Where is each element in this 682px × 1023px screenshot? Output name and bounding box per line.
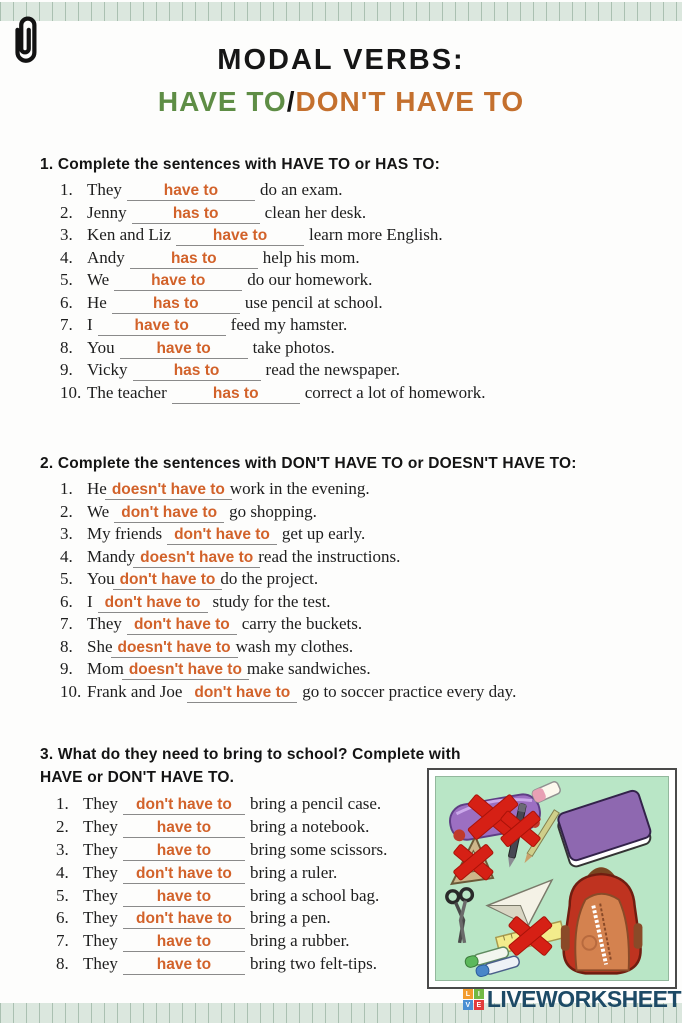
sentence-row (60, 479, 577, 502)
exercise-section-2 (40, 452, 577, 704)
sentence-end: make sandwiches. (246, 659, 371, 678)
sentence-end: do the project. (220, 569, 319, 588)
sentence-row (56, 886, 470, 909)
answer-blank[interactable]: have to (123, 820, 245, 838)
section-heading: 3. What do they need to bring to school? Complete with HAVE or DON'T HAVE TO. (40, 746, 461, 786)
sentence-start: He (87, 479, 107, 498)
sentence-start: They (83, 885, 118, 905)
sentence-start: Mom (87, 659, 124, 678)
logo-square-i: I (474, 989, 484, 999)
sentence-end: do our homework. (247, 270, 373, 289)
answer-blank[interactable]: have to (120, 341, 248, 359)
liveworksheets-brand-text: LIVEWORKSHEET (486, 986, 681, 1012)
sentence-row (60, 569, 577, 592)
sentence-row (60, 524, 577, 547)
sentence-start: The teacher (87, 382, 167, 402)
sentence-end: help his mom. (262, 247, 360, 267)
section-heading: 1. Complete the sentences with HAVE TO or HAS TO: (40, 156, 440, 173)
sentence-start: Ken and Liz (87, 225, 172, 244)
item-number: 5. (60, 270, 73, 289)
logo-square-e: E (474, 1000, 484, 1010)
subtitle-dont-have-to: DON'T HAVE TO (295, 86, 525, 117)
answer-blank[interactable]: have to (123, 957, 245, 975)
item-number: 7. (60, 614, 73, 633)
item-number: 7. (60, 315, 73, 334)
scissors-illustration (447, 889, 473, 943)
item-number: 2. (60, 501, 73, 521)
item-number: 6. (60, 292, 73, 312)
sentence-start: Vicky (87, 360, 128, 379)
sentence-row (60, 203, 486, 226)
answer-blank[interactable]: don't have to (167, 527, 277, 545)
sentence-start: Jenny (87, 202, 127, 222)
sentence-start: They (87, 614, 122, 633)
sentence-row (60, 315, 486, 338)
sentence-row (56, 817, 470, 840)
answer-blank[interactable]: has to (132, 206, 260, 224)
sentence-end: carry the buckets. (241, 614, 363, 633)
sentence-start: My friends (87, 524, 163, 543)
liveworksheets-watermark (463, 988, 681, 1011)
answer-blank[interactable]: don't have to (187, 685, 297, 703)
answer-blank[interactable]: doesn't have to (122, 662, 249, 680)
item-number: 10. (60, 382, 82, 402)
sentence-start: They (83, 931, 118, 951)
sentence-end: bring a ruler. (249, 862, 338, 882)
item-number: 5. (56, 885, 69, 905)
answer-blank[interactable]: don't have to (113, 572, 223, 590)
answer-blank[interactable]: don't have to (98, 595, 208, 613)
item-number: 8. (56, 954, 69, 974)
logo-square-l: L (463, 989, 473, 999)
sentence-start: I (87, 591, 93, 611)
answer-blank[interactable]: has to (172, 386, 300, 404)
sentence-start: I (87, 315, 93, 334)
item-number: 1. (56, 794, 69, 813)
item-number: 1. (60, 479, 73, 498)
sentence-start: She (87, 636, 113, 656)
sentence-end: clean her desk. (264, 202, 367, 222)
decor-tape-top (0, 2, 682, 21)
subtitle-have-to: HAVE TO (157, 86, 287, 117)
school-supplies-image (427, 768, 677, 989)
sentence-row (56, 840, 470, 863)
answer-blank[interactable]: don't have to (127, 617, 237, 635)
sentence-start: They (83, 908, 118, 928)
page-title: MODAL VERBS: (217, 44, 465, 76)
sentence-end: feed my hamster. (230, 315, 348, 334)
backpack-illustration (561, 870, 643, 973)
school-supplies-scene (435, 776, 669, 981)
sentence-end: correct a lot of homework. (304, 382, 486, 402)
answer-blank[interactable]: doesn't have to (133, 550, 260, 568)
sentence-start: We (87, 501, 110, 521)
item-number: 3. (56, 839, 69, 859)
answer-blank[interactable]: has to (133, 363, 261, 381)
sentence-end: work in the evening. (229, 479, 370, 498)
sentence-start: They (83, 839, 118, 859)
section-heading: 2. Complete the sentences with DON'T HAVE TO or DOESN'T HAVE TO: (40, 455, 577, 472)
answer-blank[interactable]: don't have to (114, 505, 224, 523)
answer-blank[interactable]: has to (130, 251, 258, 269)
answer-blank[interactable]: have to (176, 228, 304, 246)
answer-blank[interactable]: doesn't have to (105, 482, 232, 500)
sentence-row (60, 502, 577, 525)
exercise-section-1 (40, 153, 486, 405)
sentence-row (60, 383, 486, 406)
sentence-row (60, 180, 486, 203)
sentence-end: bring two felt-tips. (249, 954, 377, 974)
sentence-start: They (83, 794, 118, 813)
sentence-row (56, 954, 470, 977)
sentence-end: use pencil at school. (244, 292, 383, 312)
answer-blank[interactable]: have to (123, 843, 245, 861)
sentence-row (56, 908, 470, 931)
notebook-illustration (555, 789, 654, 868)
page-subtitle (0, 86, 682, 118)
sentence-end: read the instructions. (258, 546, 401, 566)
logo-square-v: V (463, 1000, 473, 1010)
sentence-row (56, 863, 470, 886)
item-number: 4. (60, 247, 73, 267)
sentence-start: Mandy (87, 546, 136, 566)
sentence-row (60, 225, 486, 248)
answer-blank[interactable]: don't have to (123, 866, 245, 884)
sentence-row (60, 338, 486, 361)
item-number: 9. (60, 360, 73, 379)
answer-blank[interactable]: have to (123, 889, 245, 907)
item-number: 8. (60, 636, 73, 656)
liveworksheets-logo-icon (463, 989, 484, 1010)
sentence-start: They (83, 862, 118, 882)
sentence-end: go shopping. (229, 501, 317, 521)
sentence-end: read the newspaper. (265, 360, 401, 379)
sentence-start: They (87, 180, 122, 199)
sentence-start: They (83, 816, 118, 836)
sentence-start: Andy (87, 247, 125, 267)
sentence-end: bring a pencil case. (249, 794, 382, 813)
answer-blank[interactable]: has to (112, 296, 240, 314)
sentence-row (60, 637, 577, 660)
item-number: 6. (60, 591, 73, 611)
sentence-end: bring a notebook. (249, 816, 370, 836)
sentence-row (60, 248, 486, 271)
sentence-end: learn more English. (309, 225, 443, 244)
item-number: 9. (60, 659, 73, 678)
sentence-start: He (87, 292, 107, 312)
sentence-row (60, 547, 577, 570)
item-number: 4. (56, 862, 69, 882)
sentence-row (56, 931, 470, 954)
answer-blank[interactable]: have to (114, 273, 242, 291)
sentence-row (60, 592, 577, 615)
sentence-end: get up early. (281, 524, 366, 543)
sentence-row (60, 360, 486, 383)
sentence-end: bring a pen. (249, 908, 331, 928)
answer-blank[interactable]: have to (127, 183, 255, 201)
item-number: 6. (56, 908, 69, 928)
sentence-end: do an exam. (259, 180, 343, 199)
item-number: 2. (56, 816, 69, 836)
sentence-row (60, 614, 577, 637)
item-number: 4. (60, 546, 73, 566)
item-number: 3. (60, 225, 73, 244)
sentence-start: We (87, 270, 110, 289)
item-number: 2. (60, 202, 73, 222)
sentence-list (40, 180, 486, 405)
sentence-end: bring a rubber. (249, 931, 350, 951)
sentence-list (40, 794, 470, 977)
item-number: 5. (60, 569, 73, 588)
sentence-start: They (83, 954, 118, 974)
sentence-end: take photos. (252, 337, 335, 357)
sentence-row (60, 659, 577, 682)
sentence-row (60, 270, 486, 293)
sentence-row (60, 293, 486, 316)
sentence-end: bring a school bag. (249, 885, 380, 905)
sentence-start: You (87, 337, 115, 357)
sentence-start: You (87, 569, 115, 588)
item-number: 8. (60, 337, 73, 357)
sentence-end: bring some scissors. (249, 839, 388, 859)
item-number: 1. (60, 180, 73, 199)
answer-blank[interactable]: don't have to (123, 911, 245, 929)
school-supplies-illustration (436, 777, 668, 980)
answer-blank[interactable]: don't have to (123, 797, 245, 815)
sentence-end: wash my clothes. (235, 636, 354, 656)
item-number: 3. (60, 524, 73, 543)
sentence-end: go to soccer practice every day. (302, 681, 517, 701)
sentence-row (60, 682, 577, 705)
sentence-end: study for the test. (212, 591, 331, 611)
answer-blank[interactable]: doesn't have to (111, 640, 238, 658)
sentence-row (56, 794, 470, 817)
answer-blank[interactable]: have to (123, 934, 245, 952)
item-number: 7. (56, 931, 69, 951)
answer-blank[interactable]: have to (98, 318, 226, 336)
exercise-section-3 (40, 743, 470, 977)
eraser-illustration (531, 781, 561, 804)
sentence-list (40, 479, 577, 704)
sentence-start: Frank and Joe (87, 681, 183, 701)
subtitle-slash: / (286, 86, 296, 117)
item-number: 10. (60, 681, 82, 701)
